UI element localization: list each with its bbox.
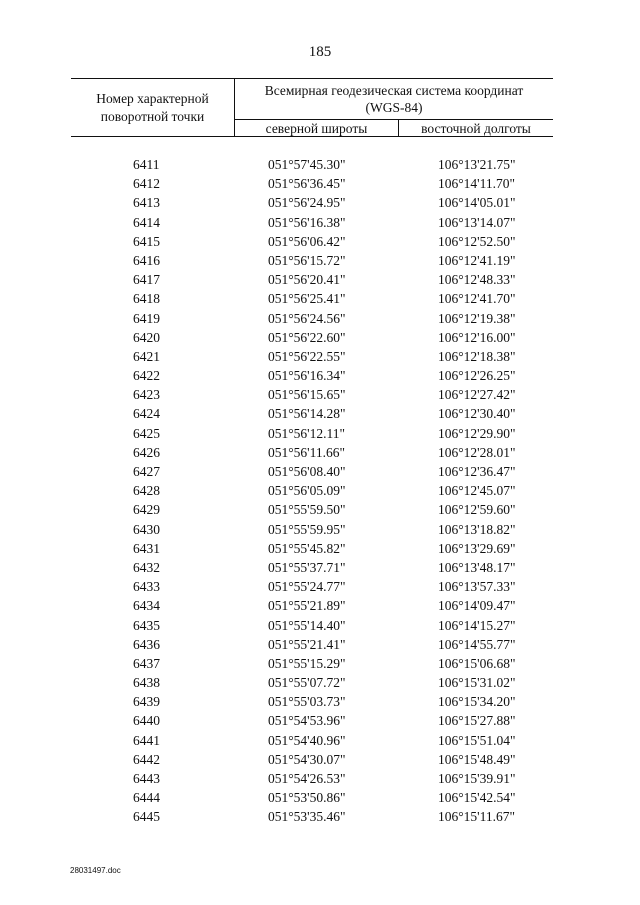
longitude-cell: 106°12'26.25" bbox=[438, 368, 516, 384]
table-row bbox=[0, 673, 640, 692]
longitude-cell: 106°12'28.01" bbox=[438, 444, 516, 460]
point-number-cell: 6445 bbox=[133, 809, 160, 825]
longitude-cell: 106°12'59.60" bbox=[438, 502, 516, 518]
latitude-cell: 051°55'45.82" bbox=[268, 540, 346, 556]
latitude-cell: 051°57'45.30" bbox=[268, 157, 346, 172]
point-number-cell: 6439 bbox=[133, 694, 160, 710]
table-row bbox=[0, 251, 640, 270]
latitude-cell: 051°55'59.50" bbox=[268, 502, 346, 518]
point-number-cell: 6438 bbox=[133, 675, 160, 691]
table-row bbox=[0, 520, 640, 539]
longitude-cell: 106°12'48.33" bbox=[438, 272, 516, 288]
point-number-cell: 6441 bbox=[133, 732, 160, 748]
table-row bbox=[0, 385, 640, 404]
latitude-cell: 051°56'22.60" bbox=[268, 329, 346, 345]
longitude-cell: 106°15'11.67" bbox=[438, 809, 515, 825]
latitude-cell: 051°54'53.96" bbox=[268, 713, 346, 729]
latitude-cell: 051°55'24.77" bbox=[268, 579, 346, 595]
longitude-cell: 106°14'05.01" bbox=[438, 195, 516, 211]
table-row bbox=[0, 731, 640, 750]
longitude-cell: 106°14'11.70" bbox=[438, 176, 515, 192]
longitude-cell: 106°12'36.47" bbox=[438, 464, 516, 479]
table-row bbox=[0, 558, 640, 577]
longitude-cell: 106°12'29.90" bbox=[438, 425, 516, 441]
longitude-cell: 106°15'39.91" bbox=[438, 771, 516, 786]
longitude-cell: 106°12'16.00" bbox=[438, 329, 516, 345]
table-row bbox=[0, 711, 640, 730]
point-number-cell: 6425 bbox=[133, 425, 160, 441]
longitude-cell: 106°12'45.07" bbox=[438, 483, 516, 499]
longitude-cell: 106°14'09.47" bbox=[438, 598, 516, 614]
coordinate-system-code: (WGS-84) bbox=[365, 100, 423, 115]
longitude-cell: 106°14'15.27" bbox=[438, 617, 516, 633]
table-row bbox=[0, 213, 640, 232]
table-row bbox=[0, 328, 640, 347]
table-row bbox=[0, 750, 640, 769]
point-number-cell: 6444 bbox=[133, 790, 160, 806]
latitude-cell: 051°53'35.46" bbox=[268, 809, 346, 825]
latitude-cell: 051°55'15.29" bbox=[268, 655, 346, 671]
latitude-cell: 051°56'12.11" bbox=[268, 425, 345, 441]
point-number-cell: 6428 bbox=[133, 483, 160, 499]
point-number-header: Номер характерной поворотной точки bbox=[71, 79, 235, 136]
table-row bbox=[0, 500, 640, 519]
point-number-cell: 6426 bbox=[133, 444, 160, 460]
point-number-cell: 6415 bbox=[133, 233, 160, 249]
table-row bbox=[0, 155, 640, 174]
table-row bbox=[0, 769, 640, 788]
latitude-cell: 051°56'14.28" bbox=[268, 406, 346, 422]
table-row bbox=[0, 289, 640, 308]
table-row bbox=[0, 577, 640, 596]
table-row bbox=[0, 788, 640, 807]
latitude-cell: 051°55'59.95" bbox=[268, 521, 346, 537]
table-row bbox=[0, 539, 640, 558]
point-number-cell: 6443 bbox=[133, 771, 160, 786]
latitude-cell: 051°56'08.40" bbox=[268, 464, 346, 479]
latitude-cell: 051°55'21.41" bbox=[268, 636, 346, 652]
point-number-cell: 6414 bbox=[133, 214, 160, 230]
table-row bbox=[0, 347, 640, 366]
longitude-cell: 106°13'14.07" bbox=[438, 214, 516, 230]
point-number-cell: 6412 bbox=[133, 176, 160, 192]
longitude-cell: 106°12'52.50" bbox=[438, 233, 516, 249]
point-number-cell: 6417 bbox=[133, 272, 160, 288]
coordinate-system-header bbox=[235, 79, 553, 120]
coordinate-rows bbox=[0, 155, 640, 827]
latitude-cell: 051°55'03.73" bbox=[268, 694, 346, 710]
file-name-footer: 28031497.doc bbox=[70, 866, 121, 875]
latitude-cell: 051°56'16.34" bbox=[268, 368, 346, 384]
point-number-cell: 6437 bbox=[133, 655, 160, 671]
point-number-cell: 6419 bbox=[133, 310, 160, 326]
table-row bbox=[0, 654, 640, 673]
latitude-cell: 051°55'21.89" bbox=[268, 598, 346, 614]
point-number-cell: 6442 bbox=[133, 751, 160, 767]
latitude-cell: 051°55'37.71" bbox=[268, 559, 346, 575]
page-number: 185 bbox=[308, 44, 332, 60]
point-number-cell: 6413 bbox=[133, 195, 160, 211]
point-number-cell: 6411 bbox=[133, 157, 160, 172]
table-row bbox=[0, 404, 640, 423]
longitude-cell: 106°12'27.42" bbox=[438, 387, 516, 403]
table-row bbox=[0, 174, 640, 193]
point-number-cell: 6431 bbox=[133, 540, 160, 556]
latitude-cell: 051°56'11.66" bbox=[268, 444, 345, 460]
table-row bbox=[0, 635, 640, 654]
longitude-cell: 106°15'42.54" bbox=[438, 790, 516, 806]
longitude-cell: 106°12'30.40" bbox=[438, 406, 516, 422]
latitude-cell: 051°56'36.45" bbox=[268, 176, 346, 192]
longitude-cell: 106°12'41.70" bbox=[438, 291, 516, 307]
latitude-cell: 051°56'24.95" bbox=[268, 195, 346, 211]
table-row bbox=[0, 232, 640, 251]
point-number-cell: 6436 bbox=[133, 636, 160, 652]
latitude-cell: 051°54'26.53" bbox=[268, 771, 346, 786]
table-row bbox=[0, 462, 640, 481]
longitude-cell: 106°13'18.82" bbox=[438, 521, 516, 537]
latitude-cell: 051°56'25.41" bbox=[268, 291, 346, 307]
latitude-cell: 051°54'30.07" bbox=[268, 751, 346, 767]
longitude-cell: 106°12'41.19" bbox=[438, 252, 516, 268]
latitude-cell: 051°56'05.09" bbox=[268, 483, 346, 499]
point-number-cell: 6440 bbox=[133, 713, 160, 729]
point-number-cell: 6433 bbox=[133, 579, 160, 595]
longitude-cell: 106°15'31.02" bbox=[438, 675, 516, 691]
longitude-cell: 106°13'48.17" bbox=[438, 559, 516, 575]
latitude-cell: 051°54'40.96" bbox=[268, 732, 346, 748]
point-number-cell: 6423 bbox=[133, 387, 160, 403]
point-number-cell: 6424 bbox=[133, 406, 160, 422]
longitude-cell: 106°13'29.69" bbox=[438, 540, 516, 556]
point-number-cell: 6427 bbox=[133, 464, 160, 479]
latitude-cell: 051°56'06.42" bbox=[268, 233, 346, 249]
point-number-cell: 6421 bbox=[133, 348, 160, 364]
longitude-cell: 106°13'21.75" bbox=[438, 157, 516, 172]
table-row bbox=[0, 366, 640, 385]
table-row bbox=[0, 443, 640, 462]
latitude-cell: 051°56'16.38" bbox=[268, 214, 346, 230]
latitude-header: северной широты bbox=[235, 120, 399, 136]
table-row bbox=[0, 424, 640, 443]
longitude-cell: 106°14'55.77" bbox=[438, 636, 516, 652]
table-row bbox=[0, 309, 640, 328]
latitude-cell: 051°55'14.40" bbox=[268, 617, 346, 633]
latitude-cell: 051°56'22.55" bbox=[268, 348, 346, 364]
longitude-cell: 106°13'57.33" bbox=[438, 579, 516, 595]
longitude-cell: 106°15'06.68" bbox=[438, 655, 516, 671]
table-row bbox=[0, 193, 640, 212]
latitude-cell: 051°56'15.65" bbox=[268, 387, 346, 403]
point-number-cell: 6418 bbox=[133, 291, 160, 307]
longitude-cell: 106°12'18.38" bbox=[438, 348, 516, 364]
point-number-cell: 6420 bbox=[133, 329, 160, 345]
point-number-cell: 6434 bbox=[133, 598, 160, 614]
longitude-cell: 106°15'34.20" bbox=[438, 694, 516, 710]
table-row bbox=[0, 270, 640, 289]
table-row bbox=[0, 596, 640, 615]
table-header bbox=[71, 78, 553, 137]
longitude-cell: 106°15'48.49" bbox=[438, 751, 516, 767]
point-number-cell: 6435 bbox=[133, 617, 160, 633]
longitude-cell: 106°12'19.38" bbox=[438, 310, 516, 326]
longitude-cell: 106°15'51.04" bbox=[438, 732, 516, 748]
table-row bbox=[0, 692, 640, 711]
latitude-cell: 051°56'15.72" bbox=[268, 252, 346, 268]
point-number-cell: 6422 bbox=[133, 368, 160, 384]
latitude-cell: 051°55'07.72" bbox=[268, 675, 346, 691]
table-row bbox=[0, 481, 640, 500]
coordinate-system-title: Всемирная геодезическая система координат bbox=[264, 83, 524, 98]
table-row bbox=[0, 616, 640, 635]
point-number-cell: 6429 bbox=[133, 502, 160, 518]
longitude-header: восточной долготы bbox=[421, 120, 531, 136]
point-number-cell: 6430 bbox=[133, 521, 160, 537]
latitude-cell: 051°53'50.86" bbox=[268, 790, 346, 806]
point-number-cell: 6432 bbox=[133, 559, 160, 575]
longitude-cell: 106°15'27.88" bbox=[438, 713, 516, 729]
point-number-cell: 6416 bbox=[133, 252, 160, 268]
latitude-cell: 051°56'24.56" bbox=[268, 310, 346, 326]
latitude-cell: 051°56'20.41" bbox=[268, 272, 346, 288]
table-row bbox=[0, 807, 640, 826]
